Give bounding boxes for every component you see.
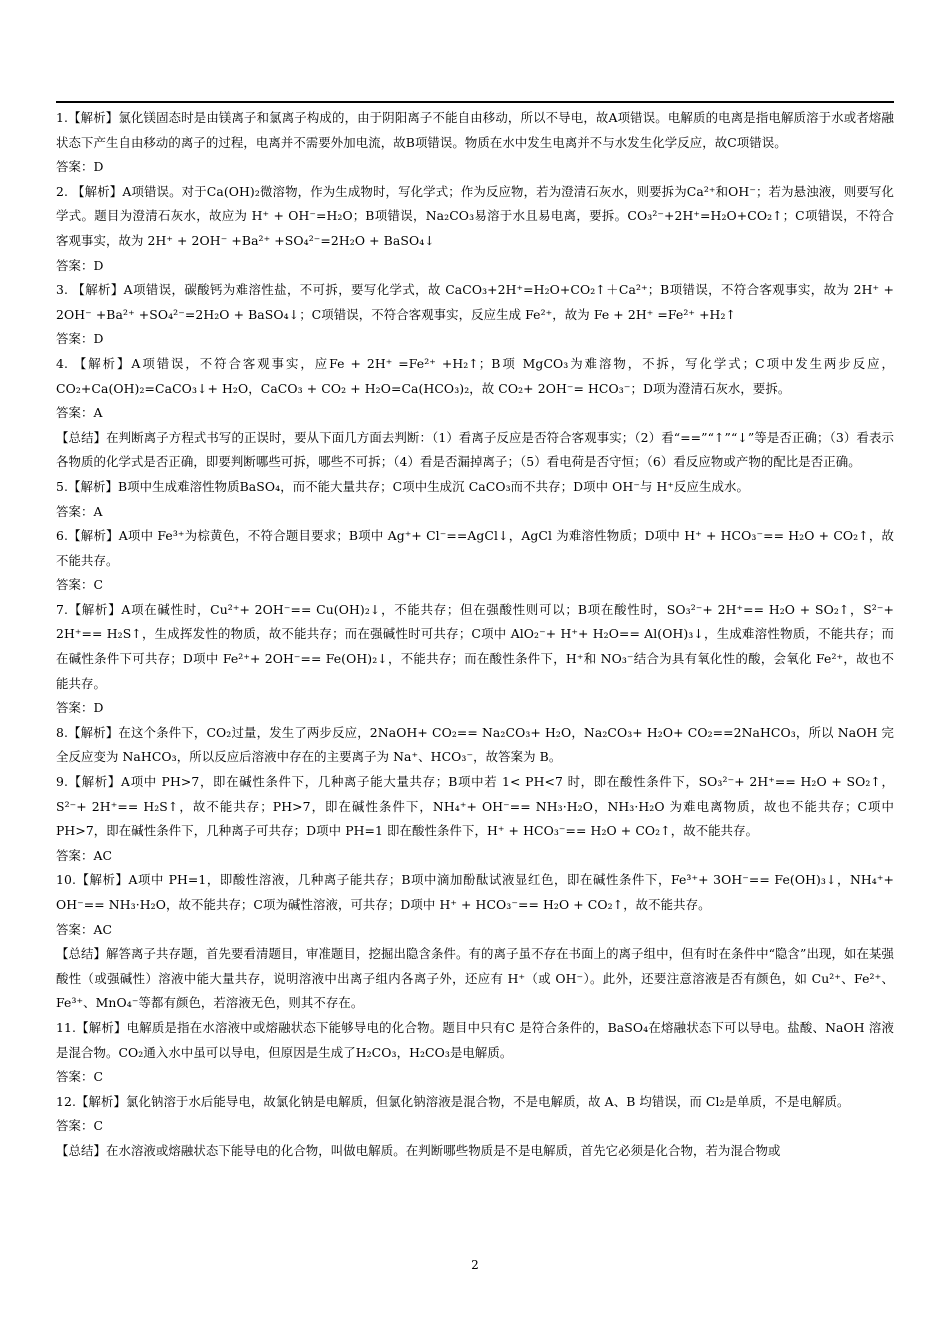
answer-line: 答案：A bbox=[56, 405, 103, 421]
answer-explanations bbox=[56, 106, 894, 1164]
answer-line: 答案：C bbox=[56, 1069, 104, 1085]
header-rule bbox=[56, 101, 894, 103]
explanation-paragraph: 7.【解析】A项在碱性时，Cu²⁺+ 2OH⁻== Cu(OH)₂↓，不能共存；但在强酸性则可以；B项在酸性时，SO₃²⁻+ 2H⁺== H₂O + SO₂↑，S²⁻+ 2H⁺== H₂S↑，生成挥发性的物质，故不能共存；而在强碱性时可共存；C项中 AlO₂⁻+ H⁺+ H₂O== Al(OH)₃↓，生成难溶性物质，不能共存；而在碱性条件下可共存；D项中 Fe²⁺+ 2OH⁻== Fe(OH)₂↓，不能共存；而在酸性条件下，H⁺和 NO₃⁻结合为具有氧化性的酸，会氧化 Fe²⁺，故也不能共存。 bbox=[56, 601, 894, 691]
explanation-paragraph: 4. 【解析】A项错误，不符合客观事实，应Fe + 2H⁺ =Fe²⁺ +H₂↑；B项 MgCO₃为难溶物，不拆，写化学式；C项中发生两步反应，CO₂+Ca(OH)₂=CaCO₃↓+ H₂O，CaCO₃ + CO₂ + H₂O=Ca(HCO₃)₂，故 CO₂+ 2OH⁻= HCO₃⁻；D项为澄清石灰水，要拆。 bbox=[56, 355, 894, 396]
answer-line: 答案：D bbox=[56, 331, 104, 347]
explanation-paragraph: 6.【解析】A项中 Fe³⁺为棕黄色，不符合题目要求；B项中 Ag⁺+ Cl⁻==AgCl↓，AgCl 为难溶性物质；D项中 H⁺ + HCO₃⁻== H₂O + CO₂↑，故不能共存。 bbox=[56, 528, 894, 568]
summary-paragraph: 【总结】解答离子共存题，首先要看清题目，审准题目，挖掘出隐含条件。有的离子虽不存在书面上的离子组中，但有时在条件中“隐含”出现，如在某强酸性（或强碱性）溶液中能大量共存，说明溶液中出离子组内各离子外，还应有 H⁺（或 OH⁻）。此外，还要注意溶液是否有颜色，如 Cu²⁺、Fe²⁺、Fe³⁺、MnO₄⁻等都有颜色，若溶液无色，则其不存在。 bbox=[56, 946, 894, 1011]
explanation-paragraph: 9.【解析】A项中 PH>7，即在碱性条件下，几种离子能大量共存；B项中若 1< PH<7 时，即在酸性条件下，SO₃²⁻+ 2H⁺== H₂O + SO₂↑，S²⁻+ 2H⁺== H₂S↑，故不能共存；PH>7，即在碱性条件下，NH₄⁺+ OH⁻== NH₃·H₂O，NH₃·H₂O 为难电离物质，故也不能共存；C项中 PH>7，即在碱性条件下，几种离子可共存；D项中 PH=1 即在酸性条件下，H⁺ + HCO₃⁻== H₂O + CO₂↑，故不能共存。 bbox=[56, 774, 894, 839]
answer-line: 答案：AC bbox=[56, 847, 113, 863]
answer-line: 答案：D bbox=[56, 159, 104, 175]
explanation-paragraph: 10.【解析】A项中 PH=1，即酸性溶液，几种离子能共存；B项中滴加酚酞试液显红色，即在碱性条件下，Fe³⁺+ 3OH⁻== Fe(OH)₃↓，NH₄⁺+ OH⁻== NH₃·H₂O，故不能共存；C项为碱性溶液，可共存；D项中 H⁺ + HCO₃⁻== H₂O + CO₂↑，故不能共存。 bbox=[56, 872, 894, 912]
answer-line: 答案：D bbox=[56, 257, 104, 273]
answer-line: 答案：C bbox=[56, 577, 104, 593]
explanation-paragraph: 11.【解析】电解质是指在水溶液中或熔融状态下能够导电的化合物。题目中只有C 是符合条件的，BaSO₄在熔融状态下可以导电。盐酸、NaOH 溶液是混合物。CO₂通入水中虽可以导电，但原因是生成了H₂CO₃，H₂CO₃是电解质。 bbox=[56, 1019, 894, 1060]
explanation-paragraph: 5.【解析】B项中生成难溶性物质BaSO₄，而不能大量共存；C项中生成沉 CaCO₃而不共存；D项中 OH⁻与 H⁺反应生成水。 bbox=[56, 478, 750, 494]
explanation-paragraph: 2. 【解析】A项错误。对于Ca(OH)₂微溶物，作为生成物时，写化学式；作为反应物，若为澄清石灰水，则要拆为Ca²⁺和OH⁻；若为悬浊液，则要写化学式。题目为澄清石灰水，故应为 H⁺ + OH⁻=H₂O；B项错误，Na₂CO₃易溶于水且易电离，要拆。CO₃²⁻+2H⁺=H₂O+CO₂↑；C项错误，不符合客观事实，故为 2H⁺ + 2OH⁻ +Ba²⁺ +SO₄²⁻=2H₂O + BaSO₄↓ bbox=[56, 183, 894, 248]
answer-line: 答案：A bbox=[56, 503, 103, 519]
answer-line: 答案：D bbox=[56, 700, 104, 716]
summary-paragraph: 【总结】在判断离子方程式书写的正误时，要从下面几方面去判断：（1）看离子反应是否符合客观事实；（2）看“==”“↑”“↓”等是否正确；（3）看表示各物质的化学式是否正确，即要判断哪些可拆，哪些不可拆；（4）看是否漏掉离子；（5）看电荷是否守恒；（6）看反应物或产物的配比是否正确。 bbox=[56, 429, 894, 470]
explanation-paragraph: 1.【解析】氯化镁固态时是由镁离子和氯离子构成的，由于阴阳离子不能自由移动，所以不导电，故A项错误。电解质的电离是指电解质溶于水或者熔融状态下产生自由移动的离子的过程，电离并不需要外加电流，故B项错误。物质在水中发生电离并不与水发生化学反应，故C项错误。 bbox=[56, 110, 894, 150]
summary-paragraph: 【总结】在水溶液或熔融状态下能导电的化合物，叫做电解质。在判断哪些物质是不是电解质，首先它必须是化合物，若为混合物或 bbox=[56, 1142, 781, 1158]
answer-line: 答案：AC bbox=[56, 921, 113, 937]
answer-line: 答案：C bbox=[56, 1118, 104, 1134]
explanation-paragraph: 8.【解析】在这个条件下，CO₂过量，发生了两步反应，2NaOH+ CO₂== Na₂CO₃+ H₂O，Na₂CO₃+ H₂O+ CO₂==2NaHCO₃，所以 NaOH 完全反应变为 NaHCO₃，所以反应后溶液中存在的主要离子为 Na⁺、HCO₃⁻，故答案为 B。 bbox=[56, 724, 894, 765]
explanation-paragraph: 12.【解析】氯化钠溶于水后能导电，故氯化钠是电解质，但氯化钠溶液是混合物，不是电解质，故 A、B 均错误，而 Cl₂是单质，不是电解质。 bbox=[56, 1093, 850, 1109]
explanation-paragraph: 3. 【解析】A项错误，碳酸钙为难溶性盐，不可拆，要写化学式，故 CaCO₃+2H⁺=H₂O+CO₂↑＋Ca²⁺；B项错误，不符合客观事实，故为 2H⁺ + 2OH⁻ +Ba²⁺ +SO₄²⁻=2H₂O + BaSO₄↓；C项错误，不符合客观事实，反应生成 Fe²⁺，故为 Fe + 2H⁺ =Fe²⁺ +H₂↑ bbox=[56, 282, 894, 322]
page-number: 2 bbox=[471, 1258, 479, 1272]
